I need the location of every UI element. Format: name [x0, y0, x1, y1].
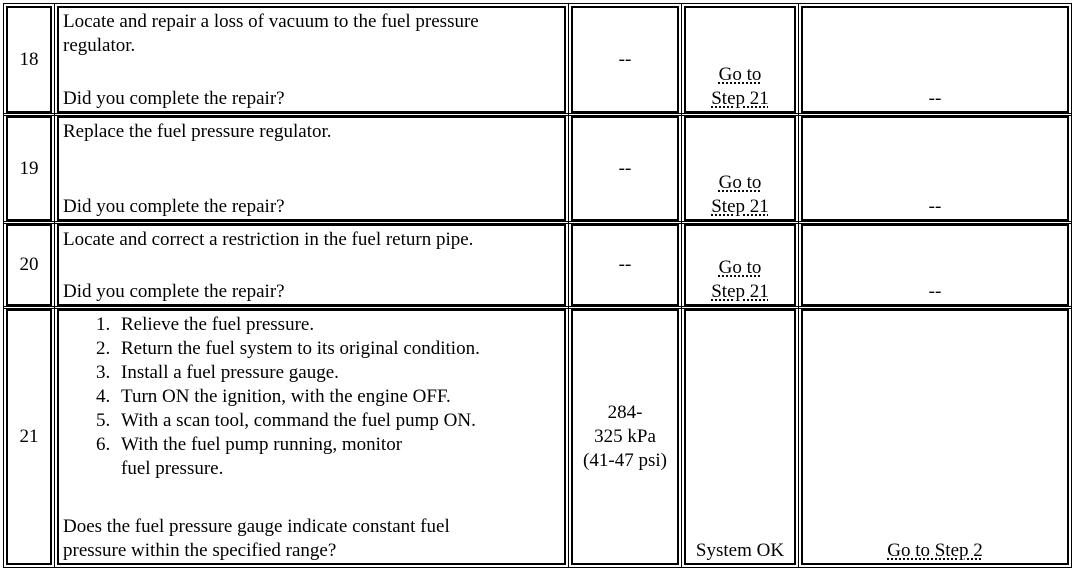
question-text: Did you complete the repair?: [63, 88, 285, 109]
list-item: 4. Turn ON the ignition, with the engine OFF.: [115, 385, 560, 409]
action-text: Locate and repair a loss of vacuum to the fuel pressure: [63, 11, 479, 32]
yes-cell: [684, 224, 796, 306]
step-number: 21: [6, 309, 52, 565]
step-number: 19: [6, 116, 52, 221]
pressure-value: 325 kPa: [594, 426, 656, 447]
value-cell: [571, 309, 679, 565]
action-cell: [57, 6, 566, 113]
no-cell: --: [801, 116, 1069, 221]
question-text: Did you complete the repair?: [63, 196, 285, 217]
no-cell: [801, 309, 1069, 565]
question-text: pressure within the specified range?: [63, 540, 337, 561]
go-to-step-21-link[interactable]: Go to Step 21: [711, 257, 769, 302]
list-item: 3. Install a fuel pressure gauge.: [115, 361, 560, 385]
no-cell: --: [801, 6, 1069, 113]
yes-cell: [684, 309, 796, 565]
action-cell: [57, 116, 566, 221]
value-cell: --: [571, 6, 679, 113]
go-to-step-21-link[interactable]: Go to Step 21: [711, 172, 769, 217]
procedure-list: [63, 313, 560, 481]
go-to-step-21-link[interactable]: Go to Step 21: [711, 64, 769, 109]
list-item: 1. Relieve the fuel pressure.: [115, 313, 560, 337]
go-to-step-2-link[interactable]: Go to Step 2: [887, 540, 983, 561]
table-row: [6, 116, 1082, 221]
table-row: [6, 224, 1082, 306]
value-cell: --: [571, 116, 679, 221]
no-cell: --: [801, 224, 1069, 306]
action-text: regulator.: [63, 35, 136, 56]
yes-cell: [684, 116, 796, 221]
question-text: Did you complete the repair?: [63, 281, 285, 302]
action-text: Replace the fuel pressure regulator.: [63, 121, 332, 142]
action-cell: [57, 309, 566, 565]
value-cell: --: [571, 224, 679, 306]
list-item: 5. With a scan tool, command the fuel pump ON.: [115, 409, 560, 433]
yes-cell: [684, 6, 796, 113]
step-number: 20: [6, 224, 52, 306]
pressure-value: 284-: [607, 402, 643, 423]
list-item: 6. With the fuel pump running, monitor fuel pressure.: [115, 433, 560, 481]
system-ok-text: System OK: [695, 540, 785, 561]
action-text: Locate and correct a restriction in the fuel return pipe.: [63, 229, 474, 250]
list-item: 2. Return the fuel system to its original condition.: [115, 337, 560, 361]
table-row: [6, 6, 1082, 113]
table-row: [6, 309, 1082, 565]
action-cell: [57, 224, 566, 306]
step-number: 18: [6, 6, 52, 113]
pressure-value: (41-47 psi): [583, 450, 667, 471]
question-text: Does the fuel pressure gauge indicate constant fuel: [63, 516, 450, 537]
